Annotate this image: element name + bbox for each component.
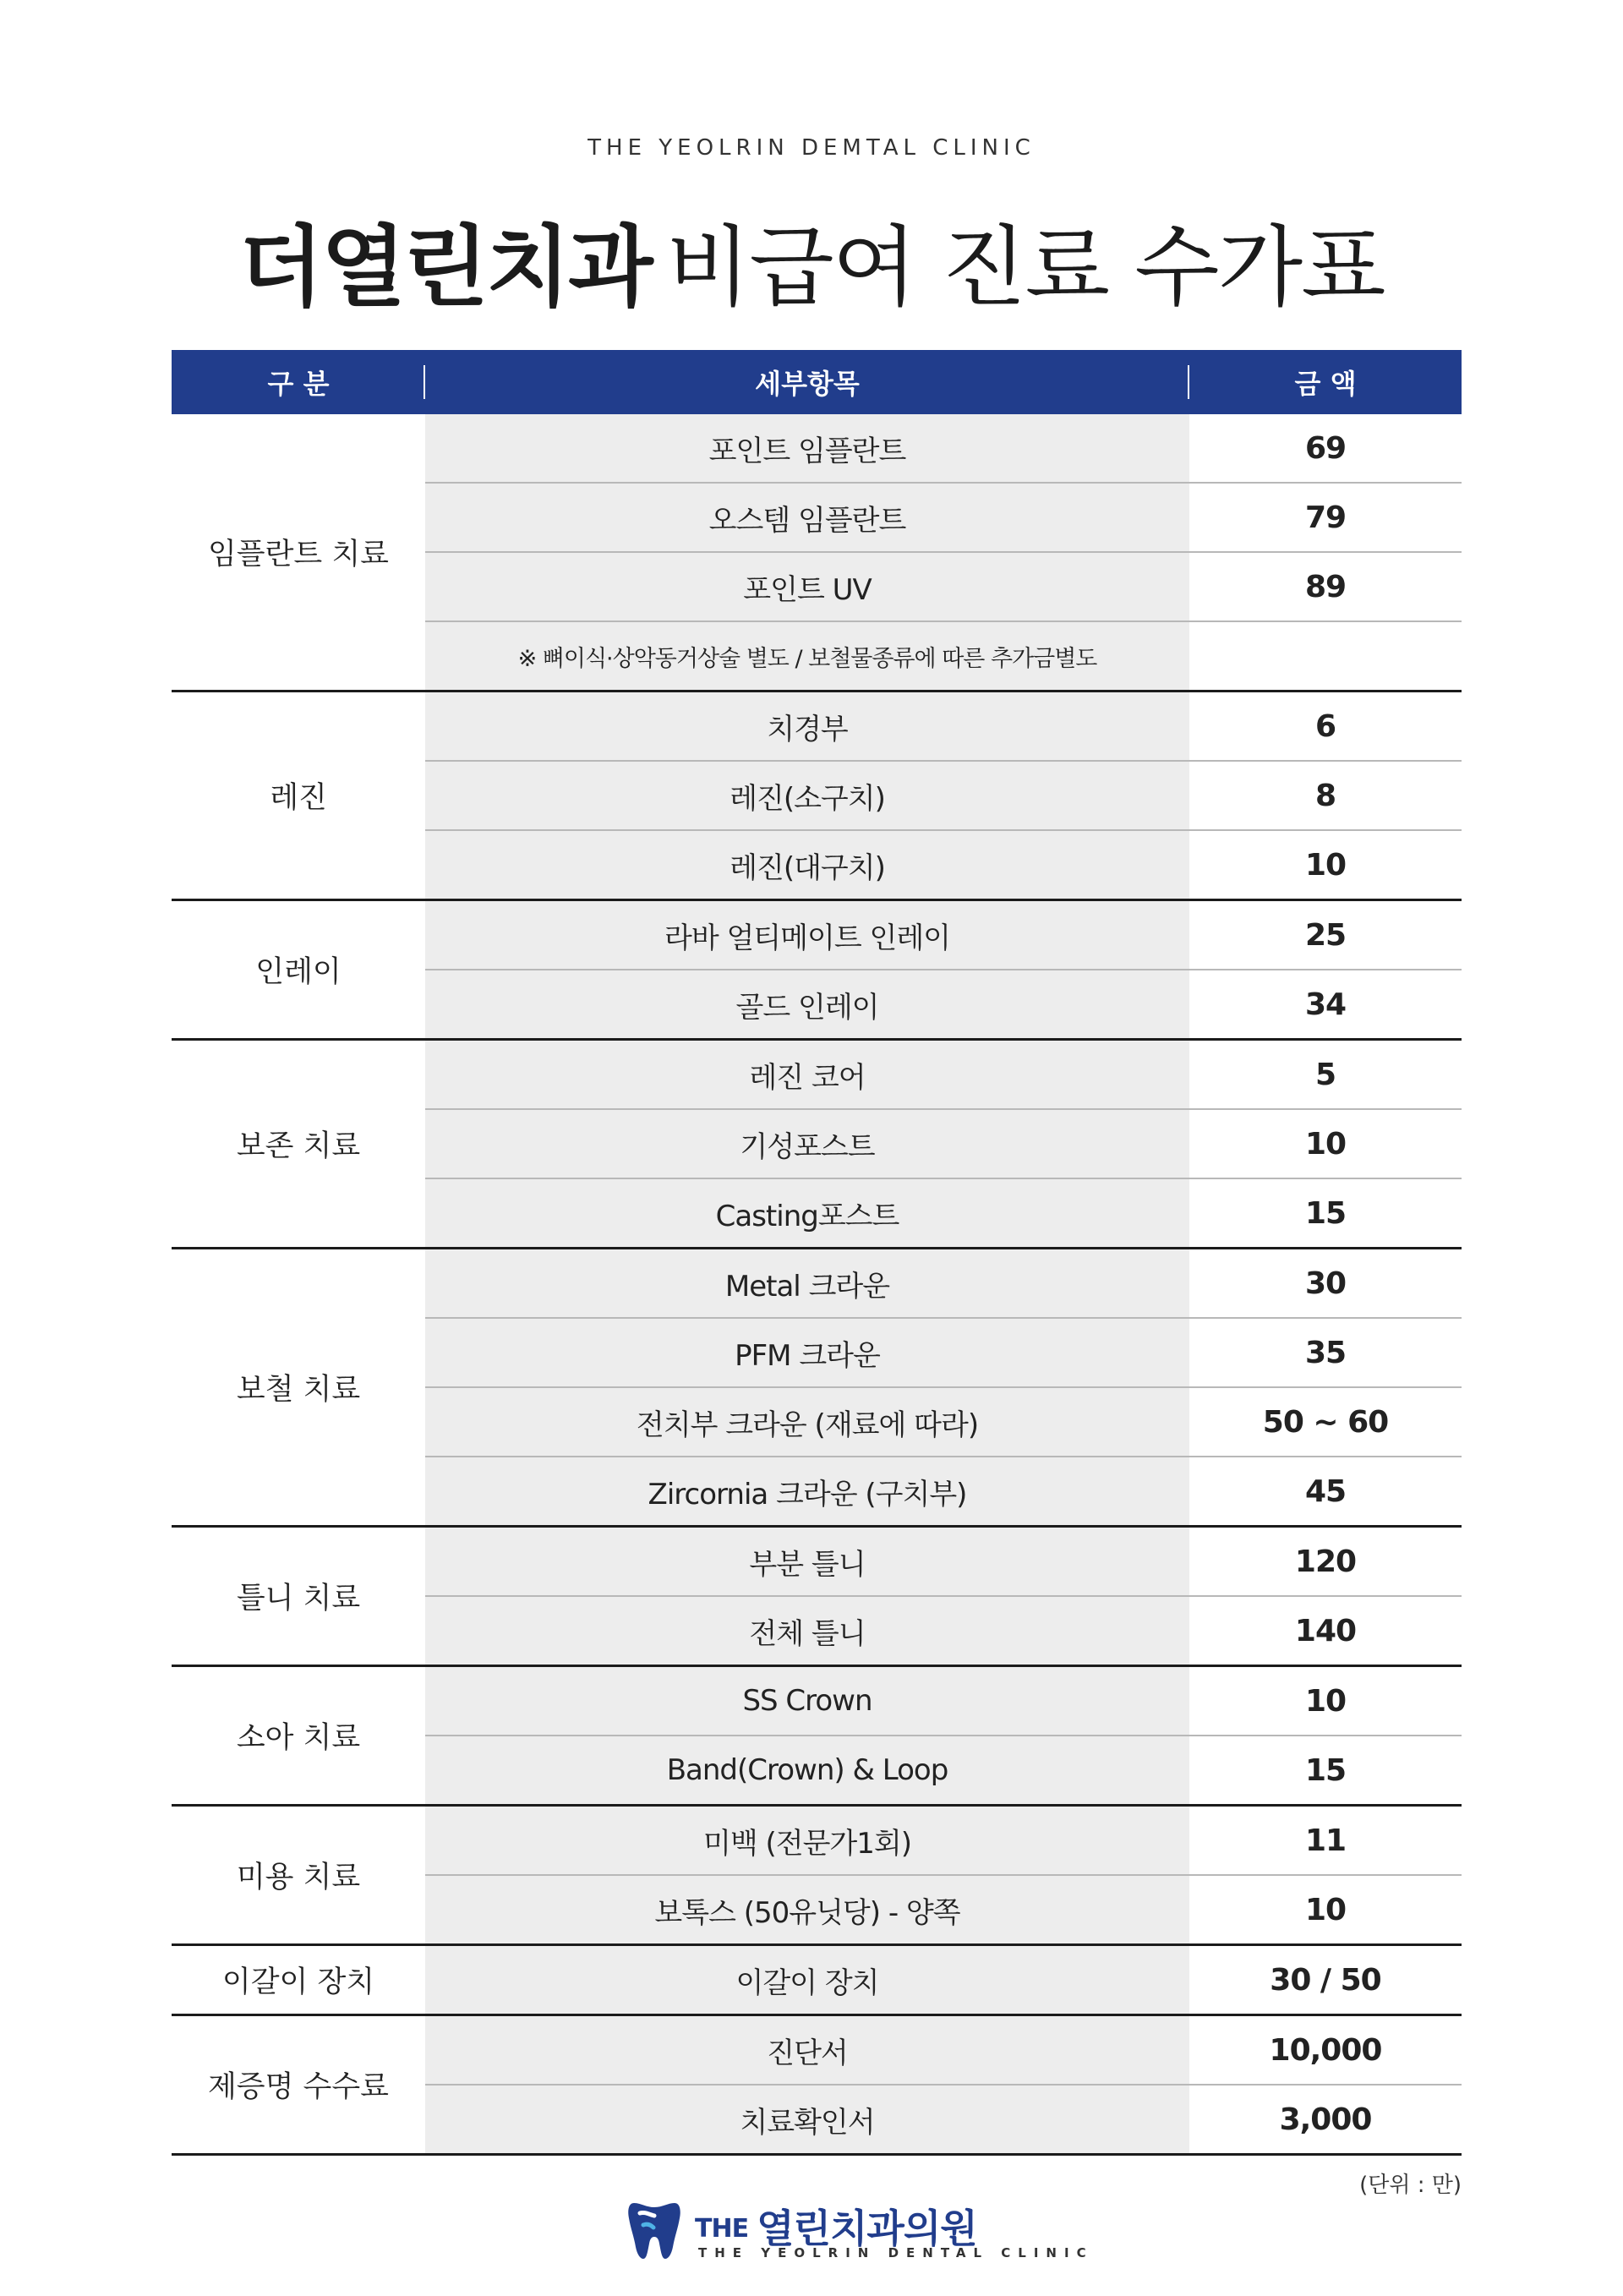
item-cell: 부분 틀니	[425, 1527, 1189, 1597]
item-cell: Zircornia 크라운 (구치부)	[425, 1457, 1189, 1527]
table-row	[172, 414, 1462, 483]
note-cell: ※ 뼈이식·상악동거상술 별도 / 보철물종류에 따른 추가금별도	[425, 621, 1189, 692]
item-cell: 포인트 임플란트	[425, 414, 1189, 483]
amount-cell: 6	[1189, 692, 1462, 762]
amount-cell: 10,000	[1189, 2015, 1462, 2086]
item-cell: SS Crown	[425, 1666, 1189, 1736]
amount-cell: 15	[1189, 1736, 1462, 1806]
column-header-category: 구 분	[172, 350, 425, 414]
amount-cell: 69	[1189, 414, 1462, 483]
category-cell: 레진	[172, 692, 425, 900]
amount-cell: 3,000	[1189, 2085, 1462, 2155]
amount-cell: 15	[1189, 1178, 1462, 1249]
category-cell: 미용 치료	[172, 1806, 425, 1945]
amount-cell: 89	[1189, 552, 1462, 621]
clinic-subtitle: THE YEOLRIN DEMTAL CLINIC	[587, 135, 1036, 161]
item-cell: Band(Crown) & Loop	[425, 1736, 1189, 1806]
amount-cell: 34	[1189, 970, 1462, 1040]
table-row	[172, 900, 1462, 970]
item-cell: 이갈이 장치	[425, 1945, 1189, 2015]
amount-cell: 5	[1189, 1040, 1462, 1110]
table-row	[172, 692, 1462, 762]
table-row	[172, 1527, 1462, 1597]
item-cell: 치료확인서	[425, 2085, 1189, 2155]
item-cell: 포인트 UV	[425, 552, 1189, 621]
amount-cell: 8	[1189, 761, 1462, 830]
amount-cell: 11	[1189, 1806, 1462, 1876]
category-cell: 틀니 치료	[172, 1527, 425, 1666]
page-title	[0, 196, 1623, 323]
item-cell: 라바 얼티메이트 인레이	[425, 900, 1189, 970]
logo-subtext: THE YEOLRIN DENTAL CLINIC	[698, 2245, 1094, 2260]
amount-cell-empty	[1189, 621, 1462, 692]
amount-cell: 120	[1189, 1527, 1462, 1597]
amount-cell: 79	[1189, 483, 1462, 552]
amount-cell: 25	[1189, 900, 1462, 970]
amount-cell: 35	[1189, 1318, 1462, 1387]
amount-cell: 10	[1189, 1109, 1462, 1178]
table-header-row	[172, 350, 1462, 414]
amount-cell: 30	[1189, 1249, 1462, 1319]
item-cell: 레진(소구치)	[425, 761, 1189, 830]
table-row	[172, 2015, 1462, 2086]
item-cell: 기성포스트	[425, 1109, 1189, 1178]
category-cell: 제증명 수수료	[172, 2015, 425, 2155]
logo-name: 열린치과의원	[757, 2206, 977, 2251]
category-cell: 보철 치료	[172, 1249, 425, 1527]
amount-cell: 50 ~ 60	[1189, 1387, 1462, 1457]
column-header-amount: 금 액	[1189, 350, 1462, 414]
amount-cell: 140	[1189, 1596, 1462, 1666]
table-row	[172, 1249, 1462, 1319]
tooth-icon	[627, 2200, 681, 2260]
table-row	[172, 1945, 1462, 2015]
item-cell: PFM 크라운	[425, 1318, 1189, 1387]
clinic-logo	[627, 2196, 1094, 2264]
item-cell: 오스템 임플란트	[425, 483, 1189, 552]
logo-the: THE	[695, 2214, 749, 2244]
category-cell: 임플란트 치료	[172, 414, 425, 692]
item-cell: 레진(대구치)	[425, 830, 1189, 900]
amount-cell: 10	[1189, 1666, 1462, 1736]
page-title-text: 비급여 진료 수가표	[665, 216, 1385, 319]
table-row	[172, 1040, 1462, 1110]
category-cell: 이갈이 장치	[172, 1945, 425, 2015]
item-cell: 보톡스 (50유닛당) - 양쪽	[425, 1875, 1189, 1945]
item-cell: 진단서	[425, 2015, 1189, 2086]
page-title-clinic: 더열린치과	[238, 216, 651, 319]
item-cell: 전체 틀니	[425, 1596, 1189, 1666]
item-cell: 미백 (전문가1회)	[425, 1806, 1189, 1876]
table-row	[172, 1806, 1462, 1876]
item-cell: Metal 크라운	[425, 1249, 1189, 1319]
category-cell: 보존 치료	[172, 1040, 425, 1249]
table-row	[172, 1666, 1462, 1736]
item-cell: Casting포스트	[425, 1178, 1189, 1249]
category-cell: 소아 치료	[172, 1666, 425, 1806]
item-cell: 골드 인레이	[425, 970, 1189, 1040]
category-cell: 인레이	[172, 900, 425, 1040]
unit-note: (단위 : 만)	[1359, 2173, 1462, 2198]
amount-cell: 45	[1189, 1457, 1462, 1527]
item-cell: 레진 코어	[425, 1040, 1189, 1110]
amount-cell: 10	[1189, 1875, 1462, 1945]
column-header-item: 세부항목	[425, 350, 1189, 414]
item-cell: 전치부 크라운 (재료에 따라)	[425, 1387, 1189, 1457]
item-cell: 치경부	[425, 692, 1189, 762]
price-table	[172, 350, 1462, 2156]
amount-cell: 10	[1189, 830, 1462, 900]
amount-cell: 30 / 50	[1189, 1945, 1462, 2015]
